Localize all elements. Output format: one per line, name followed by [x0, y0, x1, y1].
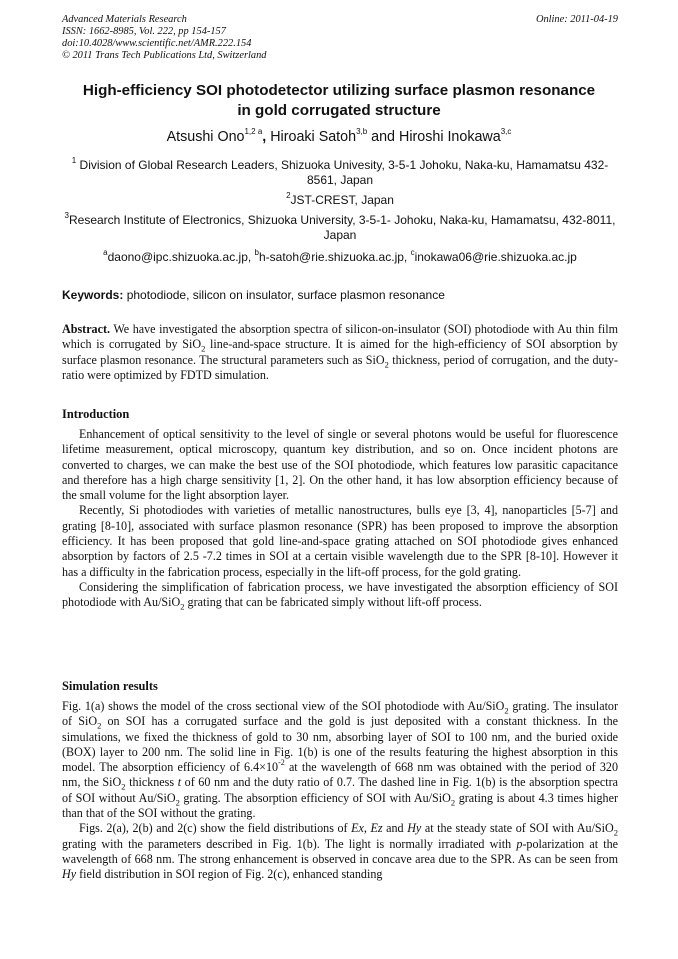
italic-variable: Ez: [370, 821, 383, 836]
affiliation-superscript: 2: [286, 191, 291, 200]
abstract-text: thickness, period of corrugation, and the duty-ratio were optimized by FDTD simulation.: [62, 352, 619, 382]
intro-paragraph-3: [62, 580, 618, 611]
email-address: inokawa06@rie.shizuoka.ac.jp: [414, 250, 577, 264]
author-superscript: 1,2 a: [244, 127, 263, 137]
affiliation-2: [62, 193, 618, 208]
journal-header: [62, 14, 618, 62]
author-separator: ,: [262, 129, 271, 145]
keywords-text: photodiode, silicon on insulator, surface plasmon resonance: [123, 288, 445, 302]
subscript: 2: [504, 705, 509, 716]
keywords: [62, 288, 618, 302]
paragraph-text: grating with the parameters described in Fig. 1(b). The light is normally irradiated with: [62, 836, 517, 851]
subscript: 2: [384, 359, 389, 369]
affiliation-text: Division of Global Research Leaders, Shizuoka Univesity, 3-5-1 Johoku, Naka-ku, Hamamatsu 432-8561, Japan: [79, 158, 609, 187]
email-superscript: a: [103, 248, 108, 257]
affiliation-3: [62, 213, 618, 242]
author-superscript: 3,b: [356, 127, 368, 137]
paragraph-text: Fig. 1(a) shows the model of the cross sectional view of the SOI photodiode with Au/SiO: [62, 699, 505, 713]
italic-variable: Ex: [351, 821, 364, 836]
title-line-1: High-efficiency SOI photodetector utilizing surface plasmon resonance: [82, 82, 596, 99]
email-address: h-satoh@rie.shizuoka.ac.jp,: [258, 250, 411, 264]
italic-variable: Hy: [62, 867, 77, 882]
abstract-text: We have investigated the absorption spectra of silicon-on-insulator (SOI) photodiode with Au thin film which is corrugated by SiO: [62, 322, 618, 352]
affiliation-text: Research Institute of Electronics, Shizuoka University, 3-5-1- Johoku, Naka-ku, Hamamatsu, 432-8011, Japan: [68, 213, 616, 242]
paragraph-text: of 60 nm and the duty ratio of 0.7. The dashed line in Fig. 1(b) is the absorption spectra of SOI without Au/SiO: [62, 775, 619, 805]
subscript: 2: [175, 797, 180, 808]
copyright-line: © 2011 Trans Tech Publications Ltd, Switzerland: [62, 50, 267, 61]
author-separator: and: [367, 129, 399, 145]
subscript: 2: [97, 720, 102, 731]
email-superscript: b: [254, 248, 259, 257]
italic-variable: Hy: [407, 821, 422, 836]
online-date: Online: 2011-04-19: [535, 14, 618, 25]
italic-variable: p: [516, 836, 523, 851]
intro-paragraph-1: Enhancement of optical sensitivity to the level of single or several photons would be useful for fluorescence lifetime measurement, optical microscopy, quantum key distribution, and so on. Once incident photons are converted to charges, we can make the best use of the SOI photodiode, which features low parasitic capacitance and therefore has a high charge sensitivity [1, 2]. On the other hand, it has low absorption efficiency because of the small volume for the light absorption layer.: [62, 427, 618, 503]
italic-variable: t: [177, 775, 182, 790]
section-heading-simulation: Simulation results: [62, 679, 158, 693]
paragraph-text: -polarization at the wavelength of 668 nm. The strong enhancement is observed in concave area due to the SPR. As can be seen from: [62, 836, 618, 866]
abstract-text: line-and-space structure. It is aimed for the high-efficiency of SOI absorption by surface plasmon resonance. The structural parameters such as SiO: [62, 337, 618, 367]
paragraph-text: at the steady state of SOI with Au/SiO: [421, 821, 614, 836]
author-name: Hiroshi Inokawa: [399, 129, 501, 145]
affiliation-superscript: 3: [64, 211, 69, 220]
email-address: daono@ipc.shizuoka.ac.jp,: [107, 250, 255, 264]
email-list: [62, 250, 618, 265]
affiliation-1: [62, 158, 618, 187]
abstract-paragraph: [62, 322, 618, 383]
paragraph-text: Considering the simplification of fabrication process, we have investigated the absorption efficiency of SOI photodiode with Au/SiO: [62, 579, 618, 610]
paragraph-text: ,: [363, 821, 371, 836]
issn-line: ISSN: 1662-8985, Vol. 222, pp 154-157: [62, 26, 226, 37]
paragraph-text: Figs. 2(a), 2(b) and 2(c) show the field distributions of: [79, 821, 352, 836]
affiliation-superscript: 1: [71, 156, 77, 165]
superscript: -2: [278, 758, 285, 768]
intro-paragraph-2: Recently, Si photodiodes with varieties of metallic nanostructures, bulls eye [3, 4], nanoparticles [5-7] and grating [8-10], associated with surface plasmon resonance (SPR) has been proposed to improve the absorption efficiency. It has been proposed that gold line-and-space grating attached on SOI photodiode gives enhanced absorption by factors of 2.5 -7.2 times in SOI at a certain visible wavelength due to the SPR [8-10]. However it has a difficulty in the fabrication process, especially in the lift-off process, for the gold grating.: [62, 503, 618, 579]
subscript: 2: [121, 781, 126, 792]
paragraph-text: grating. The insulator of SiO: [62, 699, 618, 729]
title-line-2: in gold corrugated structure: [237, 102, 441, 119]
subscript: 2: [180, 601, 185, 612]
doi-line: doi:10.4028/www.scientific.net/AMR.222.154: [62, 38, 252, 49]
sim-paragraph-1: [62, 699, 618, 821]
affiliation-text: JST-CREST, Japan: [290, 193, 394, 207]
paragraph-text: and: [382, 821, 408, 836]
paper-title: [40, 81, 638, 121]
simulation-section: [62, 699, 618, 883]
introduction-section: [62, 427, 618, 611]
author-list: [40, 128, 638, 146]
paragraph-text: on SOI has a corrugated surface and the gold is just deposited with a constant thickness. In the simulations, we fixed the thickness of gold to 30 nm, absorbing layer of SOI to 100 nm, and the buried oxide (BOX) layer to 200 nm. The solid line in Fig. 1(b) is one of the results featuring the highest absorption in this model. The absorption efficiency of 6.4×10: [62, 714, 618, 775]
paragraph-text: at the wavelength of 668 nm was obtained with the period of 320 nm, the SiO: [62, 760, 618, 790]
abstract-label: Abstract.: [62, 322, 111, 336]
abstract: [62, 322, 618, 383]
author-name: Hiroaki Satoh: [270, 129, 357, 145]
section-heading-introduction: Introduction: [62, 407, 130, 421]
author-superscript: 3,c: [500, 127, 512, 137]
journal-name: Advanced Materials Research: [62, 14, 187, 25]
paragraph-text: grating that can be fabricated simply without lift-off process.: [184, 595, 482, 610]
subscript: 2: [450, 797, 456, 808]
keywords-label: Keywords:: [62, 288, 124, 302]
paragraph-text: grating is about 4.3 times higher than that of the SOI without the grating.: [62, 790, 618, 821]
email-superscript: c: [410, 248, 415, 257]
paragraph-text: grating. The absorption efficiency of SOI with Au/SiO: [179, 790, 451, 805]
paragraph-text: field distribution in SOI region of Fig. 2(c), enhanced standing: [76, 867, 383, 882]
sim-paragraph-2: [62, 821, 618, 882]
author-name: Atsushi Ono: [166, 129, 245, 145]
subscript: 2: [613, 827, 618, 838]
subscript: 2: [201, 343, 206, 354]
paragraph-text: thickness: [125, 775, 178, 790]
